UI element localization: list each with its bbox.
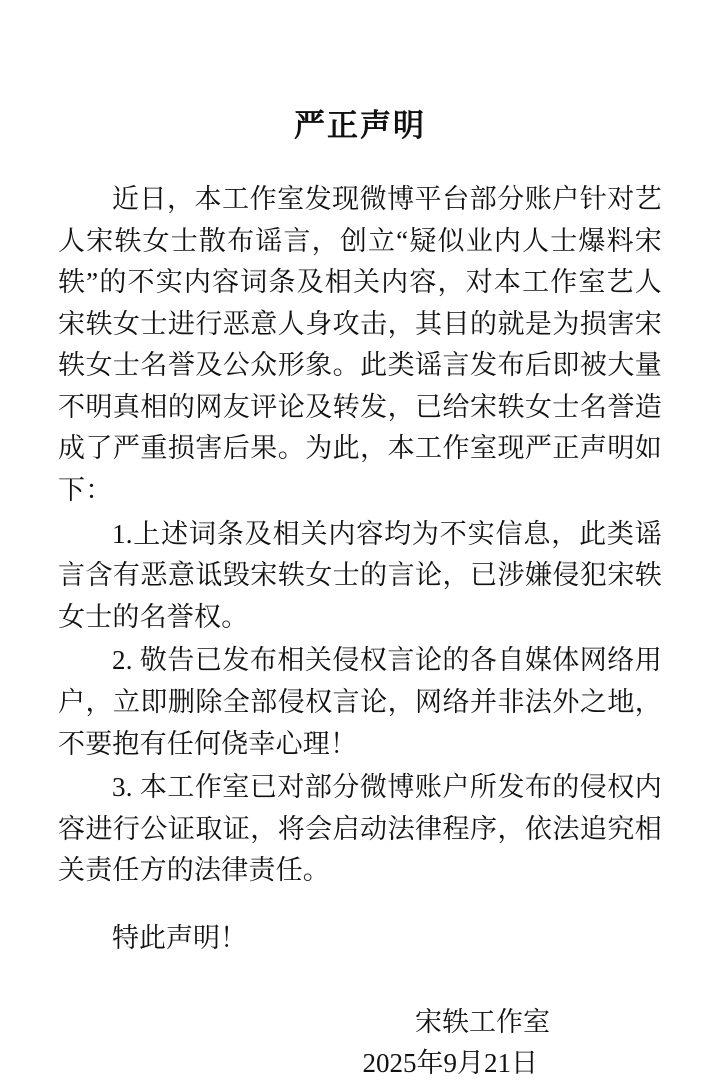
paragraph-item-1: 1.上述词条及相关内容均为不实信息，此类谣言含有恶意诋毁宋轶女士的言论，已涉嫌侵犯宋轶女士的名誉权。 [58, 518, 662, 632]
signature-date: 2025年9月21日 [362, 1047, 538, 1078]
paragraph-item-3: 3. 本工作室已对部分微博账户所发布的侵权内容进行公证取证，将会启动法律程序，依法追究相关责任方的法律责任。 [58, 772, 662, 886]
page-title: 严正声明 [294, 108, 426, 143]
paragraph-item-2: 2. 敬告已发布相关侵权言论的各自媒体网络用户，立即删除全部侵权言论，网络并非法外之地，不要抱有任何侥幸心理！ [58, 645, 662, 759]
signature-author: 宋轶工作室 [415, 1007, 550, 1038]
closing-statement: 特此声明！ [112, 922, 247, 953]
signature-block [58, 1002, 662, 1083]
statement-body [58, 179, 662, 892]
paragraph-intro: 近日，本工作室发现微博平台部分账户针对艺人宋轶女士散布谣言，创立“疑似业内人士爆料宋轶”的不实内容词条及相关内容，对本工作室艺人宋轶女士进行恶意人身攻击，其目的就是为损害宋轶女士名誉及公众形象。此类谣言发布后即被大量不明真相的网友评论及转发，已给宋轶女士名誉造成了严重损害后果。为此，本工作室现严正声明如下： [58, 184, 662, 506]
